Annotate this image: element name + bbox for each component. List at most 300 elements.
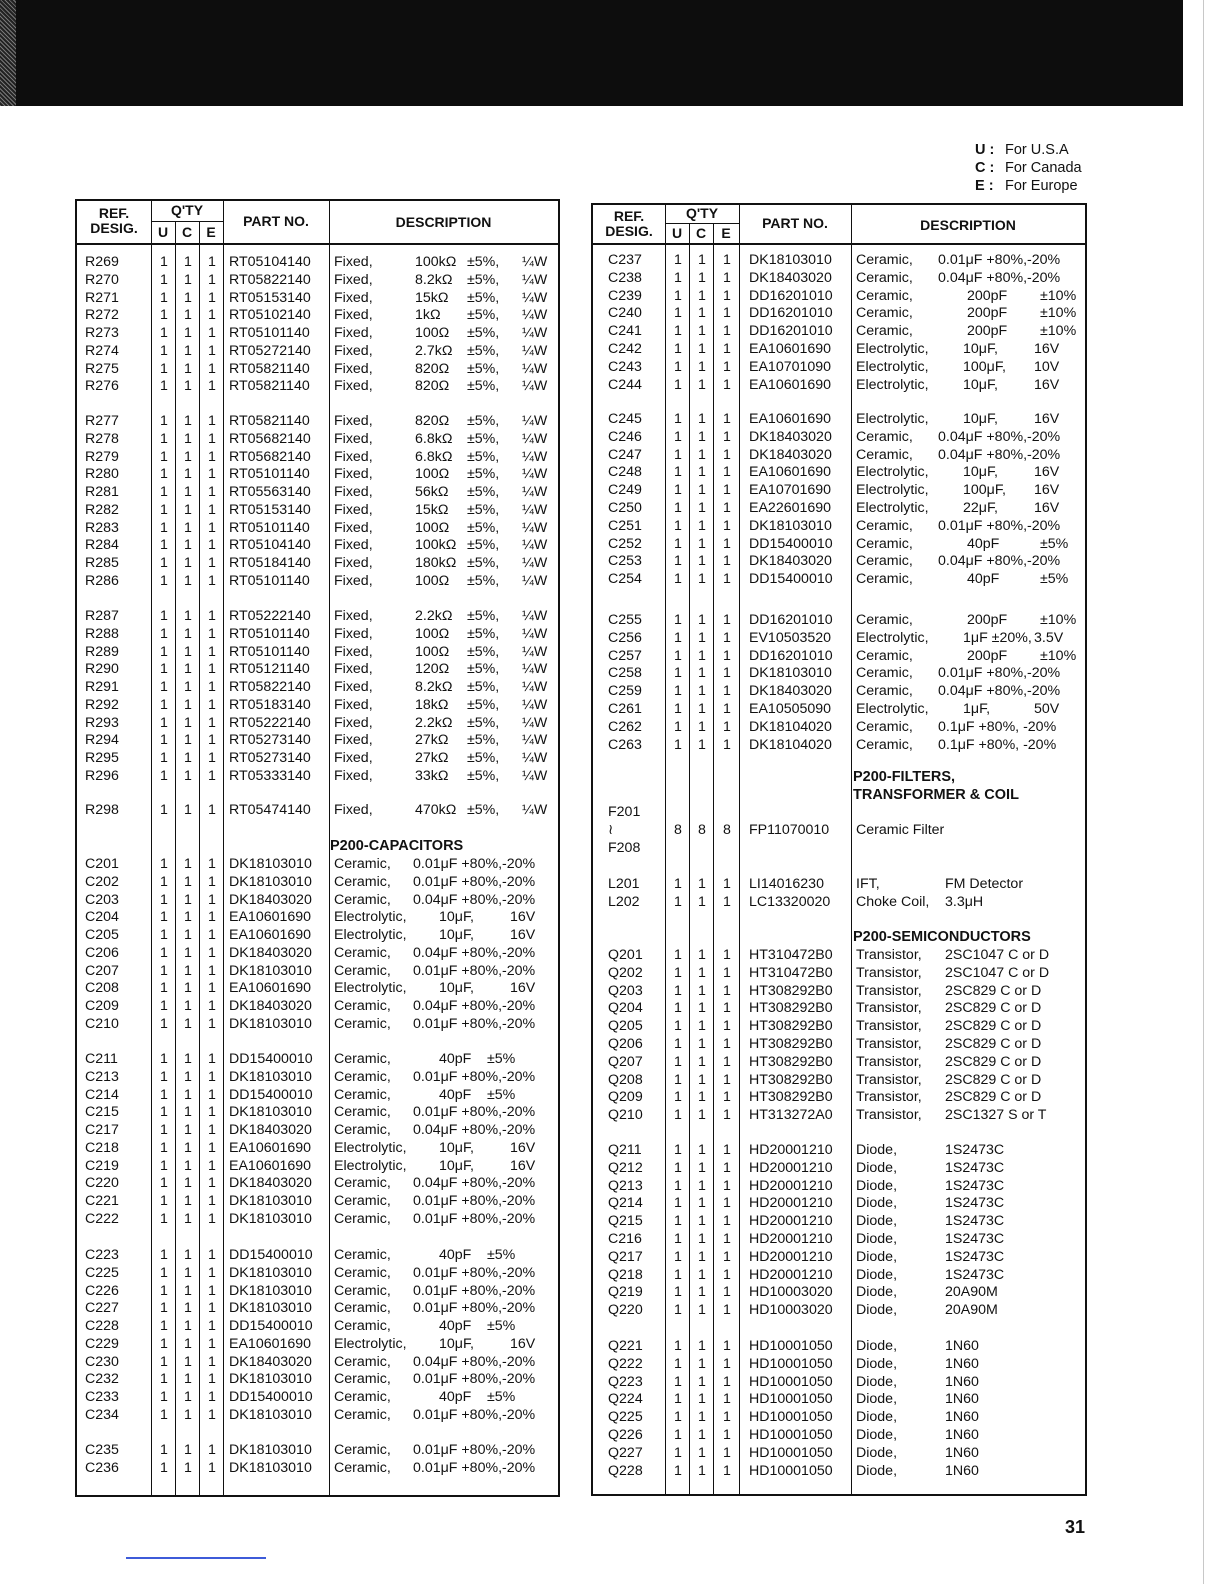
description-tolerance: ±5%,: [467, 290, 500, 306]
qty-c: 1: [698, 648, 706, 664]
blue-underline: [126, 1557, 266, 1559]
qty-c: 1: [184, 1069, 192, 1085]
qty-e: 1: [723, 1213, 731, 1229]
qty-u: 1: [160, 1300, 168, 1316]
description-value: 1N60: [945, 1427, 979, 1443]
ref-desig: C210: [85, 1016, 119, 1032]
table-row: [593, 552, 1085, 570]
description-type: Ceramic,: [334, 1104, 391, 1120]
parts-table-left: [75, 199, 560, 1497]
description-tolerance: ±5%,: [467, 697, 500, 713]
description-type: Fixed,: [334, 502, 373, 518]
description-value: 100Ω: [415, 626, 450, 642]
description-type: Ceramic,: [334, 945, 391, 961]
description-type: Ceramic Filter: [856, 822, 945, 838]
qty-e: 1: [723, 377, 731, 393]
table-row: [77, 714, 558, 732]
table-row: [77, 944, 558, 962]
description-rating: ¼W: [522, 502, 548, 518]
description-tolerance: ±10%: [1040, 305, 1077, 321]
part-number: HT313272A0: [749, 1107, 833, 1123]
part-number: RT05821140: [229, 361, 310, 377]
ref-desig-header: REF. DESIG.: [605, 208, 653, 239]
qty-u: 1: [674, 305, 682, 321]
ref-desig: Q210: [608, 1107, 643, 1123]
qty-u: 1: [160, 520, 168, 536]
description-value: 0.01μF +80%,-20%: [413, 1265, 536, 1281]
qty-u: 1: [674, 630, 682, 646]
description-type: Fixed,: [334, 768, 373, 784]
description-tolerance: ±5%,: [467, 679, 500, 695]
table-row: [77, 979, 558, 997]
qty-c: 1: [184, 802, 192, 818]
qty-e: 1: [208, 520, 216, 536]
qty-e: 1: [208, 537, 216, 553]
description-value: 200pF: [967, 305, 1008, 321]
description-rating: 10V: [1034, 359, 1060, 375]
description-rating: ¼W: [522, 466, 548, 482]
description-rating: ¼W: [522, 697, 548, 713]
qty-u: 1: [160, 927, 168, 943]
qty-c: 1: [184, 1300, 192, 1316]
description-type: Ceramic,: [856, 737, 913, 753]
description-value: 1S2473C: [945, 1213, 1005, 1229]
ref-desig: C240: [608, 305, 642, 321]
qty-e: 1: [208, 1140, 216, 1156]
ref-desig: C251: [608, 518, 642, 534]
part-number: EA10701690: [749, 482, 832, 498]
qty-c: 1: [184, 927, 192, 943]
description-value: 200pF: [967, 648, 1008, 664]
legend-europe: E : For Europe: [975, 178, 1078, 194]
ref-desig: C235: [85, 1442, 119, 1458]
qty-e: 1: [208, 1016, 216, 1032]
table-row: [77, 607, 558, 625]
description-type: Fixed,: [334, 520, 373, 536]
ref-desig: C218: [85, 1140, 119, 1156]
description-value: 0.04μF +80%,-20%: [413, 945, 536, 961]
part-number: DK18103010: [229, 1211, 312, 1227]
description-type: Transistor,: [856, 1000, 922, 1016]
qty-u: 1: [674, 288, 682, 304]
qty-e: 1: [723, 983, 731, 999]
description-type: Choke Coil,: [856, 894, 930, 910]
description-type: Fixed,: [334, 715, 373, 731]
description-value: 820Ω: [415, 413, 450, 429]
description-type: IFT,: [856, 876, 880, 892]
part-number: HD10001050: [749, 1338, 833, 1354]
description-value: 2SC829 C or D: [945, 1054, 1042, 1070]
qty-e: 1: [723, 270, 731, 286]
description-rating: ¼W: [522, 679, 548, 695]
ref-desig: R293: [85, 715, 119, 731]
description-value: 8.2kΩ: [415, 272, 453, 288]
qty-u: 1: [160, 1051, 168, 1067]
table-row: [593, 322, 1085, 340]
table-row: [77, 342, 558, 360]
part-number: DK18103010: [229, 874, 312, 890]
section-heading: P200-CAPACITORS: [330, 838, 464, 854]
qty-e: 1: [208, 802, 216, 818]
table-row: [77, 1388, 558, 1406]
qty-c: 1: [184, 715, 192, 731]
qty-e: 1: [723, 1409, 731, 1425]
qty-u: 1: [674, 500, 682, 516]
qty-e: 1: [723, 1195, 731, 1211]
qty-e: 1: [723, 1284, 731, 1300]
part-number: DK18103010: [229, 963, 312, 979]
qty-c: 1: [184, 768, 192, 784]
description-value: 1N60: [945, 1445, 979, 1461]
description-type: Ceramic,: [856, 323, 913, 339]
part-number: DD15400010: [749, 571, 833, 587]
part-number: RT05273140: [229, 732, 311, 748]
ref-desig: Q211: [608, 1142, 642, 1158]
description-value: 100μF,: [963, 359, 1006, 375]
description-type: Fixed,: [334, 626, 373, 642]
ref-desig: C220: [85, 1175, 119, 1191]
qty-u: 1: [160, 963, 168, 979]
ref-desig: Q225: [608, 1409, 643, 1425]
description-type: Ceramic,: [856, 518, 913, 534]
description-type: Electrolytic,: [856, 482, 929, 498]
legend-canada: C : For Canada: [975, 160, 1082, 176]
part-number: DK18403020: [229, 1354, 312, 1370]
ref-desig: C205: [85, 927, 119, 943]
qty-e-header: E: [721, 225, 731, 241]
qty-e: 1: [208, 661, 216, 677]
description-tolerance: ±5%,: [467, 750, 500, 766]
qty-e: 1: [208, 343, 216, 359]
description-value: 1N60: [945, 1356, 979, 1372]
table-row: [77, 554, 558, 572]
part-number: HD10003020: [749, 1302, 833, 1318]
table-row: [593, 517, 1085, 535]
part-number: DD15400010: [229, 1247, 313, 1263]
part-number: DK18103010: [229, 856, 312, 872]
part-number: DD15400010: [229, 1087, 313, 1103]
part-number: RT05153140: [229, 290, 311, 306]
qty-u: 1: [674, 1445, 682, 1461]
table-row: [77, 1068, 558, 1086]
description-value: 200pF: [967, 323, 1008, 339]
part-number: DK18103010: [229, 1407, 312, 1423]
part-number: RT05101140: [229, 573, 310, 589]
qty-e: 1: [208, 1460, 216, 1476]
part-number: RT05821140: [229, 413, 310, 429]
ref-desig: C249: [608, 482, 642, 498]
table-row: [77, 572, 558, 590]
description-value: 18kΩ: [415, 697, 449, 713]
ref-desig: C243: [608, 359, 642, 375]
part-number: RT05273140: [229, 750, 311, 766]
table-row: [593, 376, 1085, 394]
description-rating: ¼W: [522, 378, 548, 394]
qty-u: 1: [160, 998, 168, 1014]
qty-e: 1: [208, 1247, 216, 1263]
part-number: DD16201010: [749, 648, 833, 664]
description-rating: ¼W: [522, 732, 548, 748]
qty-c: 1: [698, 571, 706, 587]
description-rating: ¼W: [522, 325, 548, 341]
qty-e: 1: [723, 571, 731, 587]
qty-u: 1: [160, 1354, 168, 1370]
qty-c: 1: [698, 1107, 706, 1123]
description-value: 0.01μF +80%,-20%: [413, 1300, 536, 1316]
description-value: 40pF: [967, 571, 1000, 587]
qty-c: 1: [184, 378, 192, 394]
ref-desig: C254: [608, 571, 642, 587]
description-type: Ceramic,: [856, 288, 913, 304]
qty-e: 1: [208, 1265, 216, 1281]
qty-e: 1: [208, 679, 216, 695]
qty-u: 1: [160, 1371, 168, 1387]
description-rating: ¼W: [522, 750, 548, 766]
table-row: [593, 251, 1085, 269]
description-value: 1S2473C: [945, 1249, 1005, 1265]
ref-desig: R270: [85, 272, 119, 288]
qty-u: 1: [674, 482, 682, 498]
part-number: RT05272140: [229, 343, 311, 359]
part-no-header: PART NO.: [243, 213, 309, 229]
ref-desig: C245: [608, 411, 642, 427]
qty-u: 1: [674, 1107, 682, 1123]
description-type: Electrolytic,: [334, 1158, 407, 1174]
ref-desig: C257: [608, 648, 642, 664]
description-type: Fixed,: [334, 644, 373, 660]
qty-header: Q'TY: [685, 205, 719, 221]
ref-desig: C209: [85, 998, 119, 1014]
description-value: 40pF: [439, 1389, 472, 1405]
description-value: 0.04μF +80%,-20%: [413, 1122, 536, 1138]
ref-desig: C241: [608, 323, 642, 339]
part-number: HD20001210: [749, 1142, 833, 1158]
qty-u: 1: [674, 1302, 682, 1318]
qty-u: 1: [674, 1374, 682, 1390]
table-row: [77, 660, 558, 678]
qty-c: 1: [698, 1267, 706, 1283]
qty-u: 1: [160, 1407, 168, 1423]
qty-u: 1: [674, 1391, 682, 1407]
description-rating: ¼W: [522, 431, 548, 447]
qty-c: 1: [698, 270, 706, 286]
description-type: Ceramic,: [856, 719, 913, 735]
description-value: 10μF,: [963, 341, 998, 357]
description-tolerance: ±5%,: [467, 715, 500, 731]
ref-desig: C215: [85, 1104, 119, 1120]
qty-u: 1: [674, 1018, 682, 1034]
qty-e: 1: [723, 612, 731, 628]
qty-c: 1: [184, 537, 192, 553]
qty-u: 1: [160, 1140, 168, 1156]
table-row: [77, 997, 558, 1015]
description-value: 120Ω: [415, 661, 450, 677]
part-number: EA10601690: [229, 1140, 312, 1156]
description-value: 2.2kΩ: [415, 715, 453, 731]
description-value: 10μF,: [439, 1140, 474, 1156]
ref-desig: C261: [608, 701, 642, 717]
qty-e: 1: [208, 732, 216, 748]
ref-desig: C214: [85, 1087, 119, 1103]
part-number: HD20001210: [749, 1195, 833, 1211]
part-number: DD16201010: [749, 612, 833, 628]
qty-c: 1: [184, 608, 192, 624]
part-number: DK18103010: [229, 1371, 312, 1387]
description-type: Ceramic,: [334, 1460, 391, 1476]
table-row: [593, 1283, 1085, 1301]
description-type: Fixed,: [334, 413, 373, 429]
part-number: RT05222140: [229, 608, 311, 624]
description-value: 20A90M: [945, 1284, 998, 1300]
table-row: [77, 1157, 558, 1175]
description-tolerance: ±5%,: [467, 502, 500, 518]
qty-u: 1: [674, 1089, 682, 1105]
qty-c: 1: [184, 1371, 192, 1387]
table-row: [593, 428, 1085, 446]
qty-u: 1: [674, 648, 682, 664]
qty-c: 1: [698, 1463, 706, 1479]
qty-e: 1: [208, 1087, 216, 1103]
description-type: Transistor,: [856, 1072, 922, 1088]
part-number: HD10003020: [749, 1284, 833, 1300]
description-value: 10μF,: [963, 411, 998, 427]
description-type: Electrolytic,: [856, 377, 929, 393]
part-number: EA10505090: [749, 701, 832, 717]
ref-desig: Q227: [608, 1445, 643, 1461]
qty-e: 1: [723, 665, 731, 681]
qty-e: 1: [208, 573, 216, 589]
description-header: DESCRIPTION: [920, 217, 1016, 233]
table-row: [593, 358, 1085, 376]
table-row: [593, 535, 1085, 553]
part-number: HD20001210: [749, 1213, 833, 1229]
table-row: [593, 1373, 1085, 1391]
part-number: EA10601690: [229, 1336, 312, 1352]
qty-e: 1: [723, 1107, 731, 1123]
description-tolerance: ±5%,: [467, 555, 500, 571]
qty-c: 1: [184, 874, 192, 890]
qty-c: 1: [698, 1445, 706, 1461]
part-number: DK18403020: [749, 429, 832, 445]
qty-e: 1: [723, 1089, 731, 1105]
qty-c-header: C: [695, 225, 707, 241]
description-value: 180kΩ: [415, 555, 457, 571]
description-value: 0.01μF +80%,-20%: [413, 1193, 536, 1209]
ref-desig: C250: [608, 500, 642, 516]
part-number: DK18103010: [749, 665, 832, 681]
part-number: DK18104020: [749, 719, 832, 735]
region-legend: [975, 141, 1082, 195]
description-type: Ceramic,: [334, 1354, 391, 1370]
qty-e: 1: [208, 998, 216, 1014]
part-number: DK18403020: [229, 1122, 312, 1138]
description-value: 100μF,: [963, 482, 1006, 498]
qty-c: 1: [184, 343, 192, 359]
table-row: [593, 1230, 1085, 1248]
qty-u: 1: [674, 571, 682, 587]
description-tolerance: ±10%: [1040, 288, 1077, 304]
description-type: Electrolytic,: [856, 359, 929, 375]
qty-e: 1: [208, 1371, 216, 1387]
description-type: Fixed,: [334, 537, 373, 553]
part-number: HD20001210: [749, 1267, 833, 1283]
qty-c: 1: [698, 482, 706, 498]
qty-u: 1: [674, 1409, 682, 1425]
ref-desig: C226: [85, 1283, 119, 1299]
description-type: Diode,: [856, 1356, 898, 1372]
description-type: Fixed,: [334, 484, 373, 500]
description-rating: ¼W: [522, 449, 548, 465]
description-value: 10μF,: [439, 980, 474, 996]
table-row: [77, 483, 558, 501]
ref-desig: R288: [85, 626, 119, 642]
part-number: DK18103010: [229, 1300, 312, 1316]
description-type: Electrolytic,: [334, 909, 407, 925]
description-type: Fixed,: [334, 325, 373, 341]
description-type: Fixed,: [334, 361, 373, 377]
ref-desig: R272: [85, 307, 119, 323]
ref-desig: C242: [608, 341, 642, 357]
qty-e: 1: [723, 323, 731, 339]
description-rating: ¼W: [522, 537, 548, 553]
part-number: DK18103010: [229, 1460, 312, 1476]
description-type: Ceramic,: [334, 1371, 391, 1387]
description-rating: 16V: [1034, 377, 1060, 393]
qty-c: 1: [698, 518, 706, 534]
description-type: Ceramic,: [334, 856, 391, 872]
table-row: [593, 982, 1085, 1000]
ref-desig: R282: [85, 502, 119, 518]
qty-u: 1: [160, 1389, 168, 1405]
qty-u: 1: [674, 983, 682, 999]
description-type: Fixed,: [334, 802, 373, 818]
description-tolerance: ±5%,: [467, 307, 500, 323]
ref-desig: C263: [608, 737, 642, 753]
qty-c: 1: [184, 325, 192, 341]
description-type: Transistor,: [856, 1018, 922, 1034]
ref-desig: C234: [85, 1407, 119, 1423]
description-type: Fixed,: [334, 431, 373, 447]
description-tolerance: ±5%,: [467, 802, 500, 818]
ref-desig: C248: [608, 464, 642, 480]
table-row: [593, 340, 1085, 358]
table-row: [593, 463, 1085, 481]
description-type: Ceramic,: [856, 553, 913, 569]
qty-e: 1: [208, 254, 216, 270]
qty-c-header: C: [181, 224, 193, 240]
description-type: Transistor,: [856, 1089, 922, 1105]
qty-c: 1: [698, 305, 706, 321]
description-value: 2SC829 C or D: [945, 1018, 1042, 1034]
description-value: 10μF,: [439, 927, 474, 943]
ref-desig: Q226: [608, 1427, 643, 1443]
part-number: RT05104140: [229, 254, 311, 270]
qty-c: 1: [698, 683, 706, 699]
qty-e: 1: [723, 701, 731, 717]
ref-desig: Q212: [608, 1160, 643, 1176]
description-tolerance: ±5%: [487, 1051, 516, 1067]
description-value: 0.04μF +80%,-20%: [938, 270, 1061, 286]
qty-e: 1: [723, 1463, 731, 1479]
qty-c: 1: [184, 413, 192, 429]
qty-e: 1: [208, 1283, 216, 1299]
qty-e: 1: [208, 1104, 216, 1120]
description-type: Fixed,: [334, 608, 373, 624]
qty-e: 1: [723, 683, 731, 699]
table-row: [593, 875, 1085, 893]
ref-desig: L202: [608, 894, 640, 910]
ref-desig: Q223: [608, 1374, 643, 1390]
